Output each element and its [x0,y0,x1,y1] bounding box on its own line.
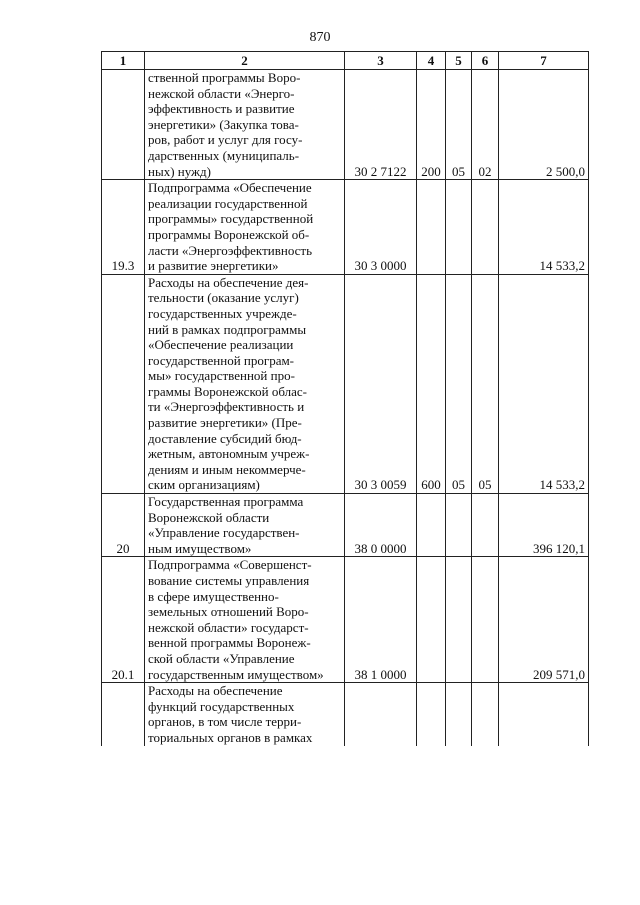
subsection-code [472,557,499,683]
column-header-1: 1 [102,52,145,70]
table-body [102,70,589,746]
description-line: программы Воронежской об- [148,226,310,242]
row-description [145,683,345,746]
expense-type-code: 200 [417,70,446,180]
description-line: ласти «Энергоэффективность [148,242,313,258]
column-header-5: 5 [446,52,472,70]
description-line: граммы Воронежской облас- [148,383,307,399]
description-line: доставление субсидий бюд- [148,430,302,446]
subsection-code: 05 [472,274,499,493]
description-line: функций государственных [148,698,295,714]
description-line: и развитие энергетики» [148,258,279,274]
section-code [446,557,472,683]
description-line: ским организациям) [148,477,260,493]
row-number: 20.1 [102,557,145,683]
amount-value: 396 120,1 [499,494,589,557]
description-line: мы» государственной про- [148,368,295,384]
description-line: «Управление государствен- [148,525,300,541]
column-header-4: 4 [417,52,446,70]
description-line: ской области «Управление [148,650,295,666]
description-line: развитие энергетики» (Пре- [148,415,302,431]
row-number: 19.3 [102,180,145,275]
description-line: государственных учрежде- [148,305,297,321]
section-code: 05 [446,274,472,493]
description-line: Государственная программа [148,494,304,510]
row-number [102,274,145,493]
subsection-code [472,494,499,557]
budget-table [101,51,589,746]
row-description [145,70,345,180]
table-row [102,557,589,683]
description-line: нежской области» государст- [148,619,309,635]
description-line: энергетики» (Закупка това- [148,116,299,132]
description-line: Подпрограмма «Обеспечение [148,180,312,196]
table-row [102,683,589,746]
section-code [446,180,472,275]
amount-value: 14 533,2 [499,180,589,275]
column-header-7: 7 [499,52,589,70]
section-code: 05 [446,70,472,180]
row-description [145,180,345,275]
description-line: тельности (оказание услуг) [148,290,299,306]
amount-value [499,683,589,746]
target-article-code: 38 1 0000 [345,557,417,683]
expense-type-code [417,180,446,275]
row-number [102,70,145,180]
amount-value: 14 533,2 [499,274,589,493]
description-line: вование системы управления [148,573,310,588]
description-line: жетным, автономным учреж- [148,446,310,462]
expense-type-code [417,683,446,746]
description-line: в сфере имущественно- [148,588,279,604]
expense-type-code [417,494,446,557]
page-number: 870 [309,30,331,45]
row-number: 20 [102,494,145,557]
table-row [102,70,589,180]
amount-value: 209 571,0 [499,557,589,683]
description-line: ственной программы Воро- [148,70,301,85]
subsection-code [472,180,499,275]
description-line: ти «Энергоэффективность и [148,399,305,415]
description-line: программы» государственной [148,211,314,227]
target-article-code: 30 2 7122 [345,70,417,180]
description-line: органов, в том числе терри- [148,714,302,730]
table-row [102,274,589,493]
description-line: ний в рамках подпрограммы [148,321,307,337]
subsection-code [472,683,499,746]
description-line: Воронежской области [148,509,270,525]
row-description [145,557,345,683]
description-line: Подпрограмма «Совершенст- [148,557,312,573]
column-header-2: 2 [145,52,345,70]
description-line: эффективность и развитие [148,101,295,117]
description-line: ров, работ и услуг для госу- [148,132,303,148]
target-article-code: 38 0 0000 [345,494,417,557]
column-header-6: 6 [472,52,499,70]
row-description [145,494,345,557]
description-line: ных) нужд) [148,163,211,179]
description-line: Расходы на обеспечение [148,683,283,699]
description-line: дарственных (муниципаль- [148,147,300,163]
target-article-code: 30 3 0059 [345,274,417,493]
subsection-code: 02 [472,70,499,180]
description-line: дениям и иным некоммерче- [148,461,306,477]
description-line: Расходы на обеспечение дея- [148,274,309,290]
column-header-3: 3 [345,52,417,70]
description-line: ным имуществом» [148,540,252,556]
description-line: государственным имуществом» [148,666,324,682]
amount-value: 2 500,0 [499,70,589,180]
description-line: государственной програм- [148,352,295,368]
row-number [102,683,145,746]
description-line: ториальных органов в рамках [148,729,313,745]
section-code [446,494,472,557]
header-row [102,52,589,70]
expense-type-code [417,557,446,683]
expense-type-code: 600 [417,274,446,493]
table-row [102,180,589,275]
description-line: венной программы Воронеж- [148,635,311,651]
description-line: «Обеспечение реализации [148,337,294,353]
target-article-code: 30 3 0000 [345,180,417,275]
description-line: земельных отношений Воро- [148,604,309,620]
section-code [446,683,472,746]
description-line: реализации государственной [148,195,308,211]
row-description [145,274,345,493]
table-row [102,494,589,557]
target-article-code [345,683,417,746]
description-line: нежской области «Энерго- [148,85,295,101]
